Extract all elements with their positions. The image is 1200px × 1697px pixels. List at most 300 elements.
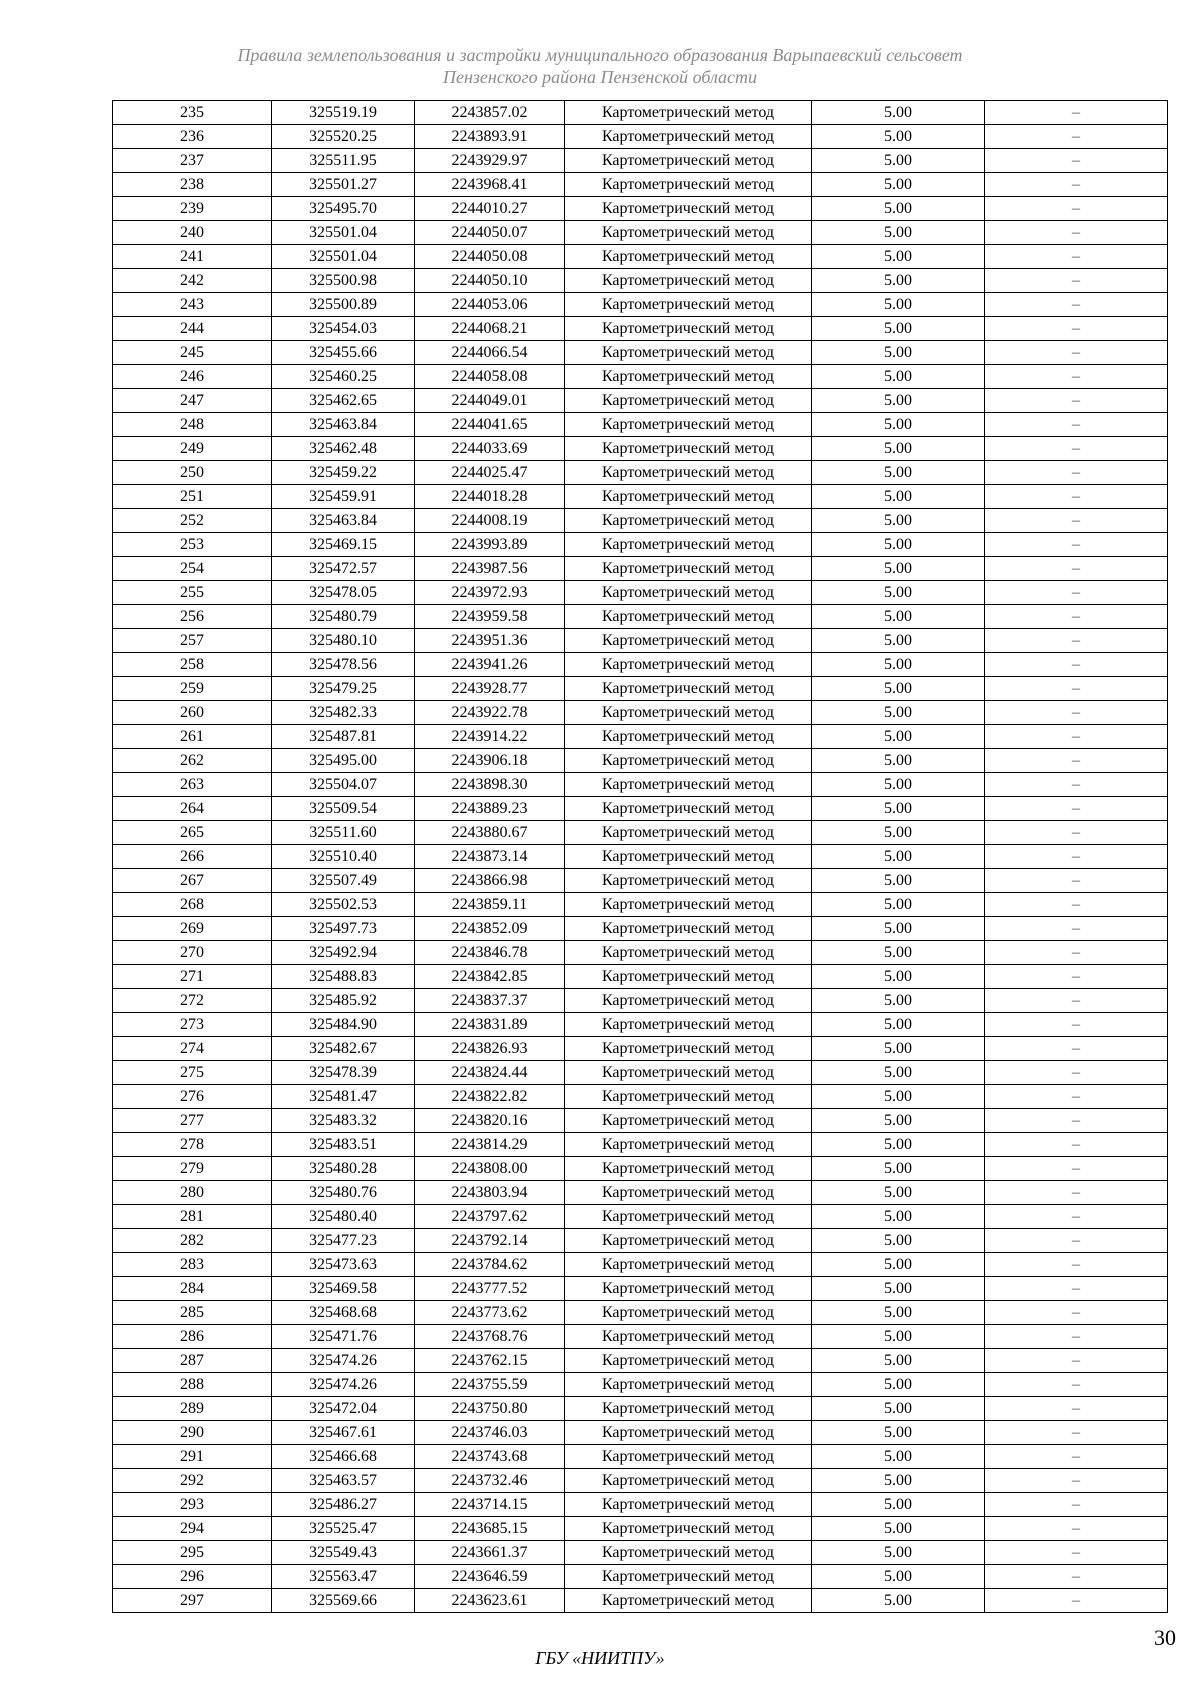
accuracy-cell: 5.00	[812, 1109, 985, 1133]
table-row	[113, 1421, 1168, 1445]
x-coordinate-cell: 325463.84	[272, 509, 415, 533]
method-cell: Картометрический метод	[565, 341, 812, 365]
note-cell: –	[985, 1469, 1168, 1493]
x-coordinate-cell: 325495.00	[272, 749, 415, 773]
note-cell: –	[985, 917, 1168, 941]
accuracy-cell: 5.00	[812, 1181, 985, 1205]
x-coordinate-cell: 325474.26	[272, 1349, 415, 1373]
x-coordinate-cell: 325482.33	[272, 701, 415, 725]
x-coordinate-cell: 325478.39	[272, 1061, 415, 1085]
accuracy-cell: 5.00	[812, 365, 985, 389]
note-cell: –	[985, 653, 1168, 677]
method-cell: Картометрический метод	[565, 1133, 812, 1157]
method-cell: Картометрический метод	[565, 1541, 812, 1565]
method-cell: Картометрический метод	[565, 557, 812, 581]
accuracy-cell: 5.00	[812, 1277, 985, 1301]
x-coordinate-cell: 325488.83	[272, 965, 415, 989]
accuracy-cell: 5.00	[812, 821, 985, 845]
method-cell: Картометрический метод	[565, 1565, 812, 1589]
y-coordinate-cell: 2243941.26	[415, 653, 565, 677]
x-coordinate-cell: 325479.25	[272, 677, 415, 701]
note-cell: –	[985, 485, 1168, 509]
point-number-cell: 245	[113, 341, 272, 365]
note-cell: –	[985, 629, 1168, 653]
accuracy-cell: 5.00	[812, 533, 985, 557]
point-number-cell: 259	[113, 677, 272, 701]
y-coordinate-cell: 2243987.56	[415, 557, 565, 581]
point-number-cell: 266	[113, 845, 272, 869]
coordinates-table-body	[113, 101, 1168, 1613]
x-coordinate-cell: 325482.67	[272, 1037, 415, 1061]
note-cell: –	[985, 1517, 1168, 1541]
table-row	[113, 1253, 1168, 1277]
x-coordinate-cell: 325469.15	[272, 533, 415, 557]
table-row	[113, 821, 1168, 845]
note-cell: –	[985, 437, 1168, 461]
method-cell: Картометрический метод	[565, 1589, 812, 1613]
method-cell: Картометрический метод	[565, 1157, 812, 1181]
table-row	[113, 1565, 1168, 1589]
y-coordinate-cell: 2243661.37	[415, 1541, 565, 1565]
document-footer: ГБУ «НИИТПУ»	[535, 1648, 665, 1668]
point-number-cell: 252	[113, 509, 272, 533]
y-coordinate-cell: 2243889.23	[415, 797, 565, 821]
table-row	[113, 605, 1168, 629]
y-coordinate-cell: 2243914.22	[415, 725, 565, 749]
point-number-cell: 237	[113, 149, 272, 173]
table-row	[113, 677, 1168, 701]
x-coordinate-cell: 325480.40	[272, 1205, 415, 1229]
method-cell: Картометрический метод	[565, 1109, 812, 1133]
y-coordinate-cell: 2243623.61	[415, 1589, 565, 1613]
point-number-cell: 241	[113, 245, 272, 269]
table-row	[113, 317, 1168, 341]
y-coordinate-cell: 2243814.29	[415, 1133, 565, 1157]
point-number-cell: 247	[113, 389, 272, 413]
x-coordinate-cell: 325492.94	[272, 941, 415, 965]
y-coordinate-cell: 2243929.97	[415, 149, 565, 173]
note-cell: –	[985, 1013, 1168, 1037]
method-cell: Картометрический метод	[565, 1445, 812, 1469]
note-cell: –	[985, 989, 1168, 1013]
table-row	[113, 1349, 1168, 1373]
x-coordinate-cell: 325463.57	[272, 1469, 415, 1493]
point-number-cell: 294	[113, 1517, 272, 1541]
table-row	[113, 989, 1168, 1013]
point-number-cell: 249	[113, 437, 272, 461]
point-number-cell: 240	[113, 221, 272, 245]
y-coordinate-cell: 2244050.10	[415, 269, 565, 293]
point-number-cell: 275	[113, 1061, 272, 1085]
method-cell: Картометрический метод	[565, 653, 812, 677]
method-cell: Картометрический метод	[565, 581, 812, 605]
point-number-cell: 254	[113, 557, 272, 581]
point-number-cell: 265	[113, 821, 272, 845]
note-cell: –	[985, 677, 1168, 701]
note-cell: –	[985, 557, 1168, 581]
x-coordinate-cell: 325569.66	[272, 1589, 415, 1613]
method-cell: Картометрический метод	[565, 965, 812, 989]
x-coordinate-cell: 325501.27	[272, 173, 415, 197]
method-cell: Картометрический метод	[565, 1349, 812, 1373]
point-number-cell: 243	[113, 293, 272, 317]
y-coordinate-cell: 2244068.21	[415, 317, 565, 341]
point-number-cell: 288	[113, 1373, 272, 1397]
y-coordinate-cell: 2243959.58	[415, 605, 565, 629]
method-cell: Картометрический метод	[565, 1517, 812, 1541]
note-cell: –	[985, 1061, 1168, 1085]
method-cell: Картометрический метод	[565, 533, 812, 557]
table-row	[113, 293, 1168, 317]
y-coordinate-cell: 2244008.19	[415, 509, 565, 533]
accuracy-cell: 5.00	[812, 1301, 985, 1325]
table-row	[113, 1517, 1168, 1541]
note-cell: –	[985, 725, 1168, 749]
accuracy-cell: 5.00	[812, 1253, 985, 1277]
x-coordinate-cell: 325497.73	[272, 917, 415, 941]
y-coordinate-cell: 2243873.14	[415, 845, 565, 869]
accuracy-cell: 5.00	[812, 1373, 985, 1397]
y-coordinate-cell: 2243746.03	[415, 1421, 565, 1445]
accuracy-cell: 5.00	[812, 101, 985, 125]
point-number-cell: 269	[113, 917, 272, 941]
point-number-cell: 256	[113, 605, 272, 629]
table-row	[113, 365, 1168, 389]
accuracy-cell: 5.00	[812, 557, 985, 581]
table-row	[113, 557, 1168, 581]
accuracy-cell: 5.00	[812, 293, 985, 317]
x-coordinate-cell: 325469.58	[272, 1277, 415, 1301]
method-cell: Картометрический метод	[565, 941, 812, 965]
method-cell: Картометрический метод	[565, 1085, 812, 1109]
accuracy-cell: 5.00	[812, 221, 985, 245]
note-cell: –	[985, 1445, 1168, 1469]
note-cell: –	[985, 1085, 1168, 1109]
y-coordinate-cell: 2243773.62	[415, 1301, 565, 1325]
table-row	[113, 1061, 1168, 1085]
accuracy-cell: 5.00	[812, 869, 985, 893]
method-cell: Картометрический метод	[565, 269, 812, 293]
accuracy-cell: 5.00	[812, 1397, 985, 1421]
note-cell: –	[985, 1325, 1168, 1349]
x-coordinate-cell: 325511.95	[272, 149, 415, 173]
point-number-cell: 297	[113, 1589, 272, 1613]
method-cell: Картометрический метод	[565, 317, 812, 341]
table-row	[113, 533, 1168, 557]
table-row	[113, 1205, 1168, 1229]
table-row	[113, 245, 1168, 269]
y-coordinate-cell: 2243685.15	[415, 1517, 565, 1541]
accuracy-cell: 5.00	[812, 1229, 985, 1253]
method-cell: Картометрический метод	[565, 101, 812, 125]
note-cell: –	[985, 1301, 1168, 1325]
note-cell: –	[985, 1373, 1168, 1397]
x-coordinate-cell: 325460.25	[272, 365, 415, 389]
accuracy-cell: 5.00	[812, 437, 985, 461]
x-coordinate-cell: 325487.81	[272, 725, 415, 749]
y-coordinate-cell: 2243762.15	[415, 1349, 565, 1373]
note-cell: –	[985, 173, 1168, 197]
accuracy-cell: 5.00	[812, 1349, 985, 1373]
method-cell: Картометрический метод	[565, 221, 812, 245]
accuracy-cell: 5.00	[812, 653, 985, 677]
x-coordinate-cell: 325462.48	[272, 437, 415, 461]
x-coordinate-cell: 325563.47	[272, 1565, 415, 1589]
method-cell: Картометрический метод	[565, 1253, 812, 1277]
header-line-2: Пензенского района Пензенской области	[442, 67, 758, 87]
y-coordinate-cell: 2243755.59	[415, 1373, 565, 1397]
x-coordinate-cell: 325472.57	[272, 557, 415, 581]
x-coordinate-cell: 325485.92	[272, 989, 415, 1013]
point-number-cell: 267	[113, 869, 272, 893]
table-row	[113, 1589, 1168, 1613]
x-coordinate-cell: 325480.76	[272, 1181, 415, 1205]
point-number-cell: 239	[113, 197, 272, 221]
table-row	[113, 941, 1168, 965]
point-number-cell: 293	[113, 1493, 272, 1517]
x-coordinate-cell: 325473.63	[272, 1253, 415, 1277]
x-coordinate-cell: 325462.65	[272, 389, 415, 413]
method-cell: Картометрический метод	[565, 413, 812, 437]
method-cell: Картометрический метод	[565, 821, 812, 845]
method-cell: Картометрический метод	[565, 845, 812, 869]
x-coordinate-cell: 325520.25	[272, 125, 415, 149]
accuracy-cell: 5.00	[812, 1445, 985, 1469]
table-row	[113, 773, 1168, 797]
table-row	[113, 653, 1168, 677]
point-number-cell: 281	[113, 1205, 272, 1229]
accuracy-cell: 5.00	[812, 845, 985, 869]
y-coordinate-cell: 2243993.89	[415, 533, 565, 557]
method-cell: Картометрический метод	[565, 1061, 812, 1085]
point-number-cell: 289	[113, 1397, 272, 1421]
accuracy-cell: 5.00	[812, 773, 985, 797]
method-cell: Картометрический метод	[565, 989, 812, 1013]
table-row	[113, 461, 1168, 485]
accuracy-cell: 5.00	[812, 389, 985, 413]
accuracy-cell: 5.00	[812, 485, 985, 509]
note-cell: –	[985, 965, 1168, 989]
method-cell: Картометрический метод	[565, 749, 812, 773]
document-header	[0, 44, 1200, 88]
point-number-cell: 253	[113, 533, 272, 557]
note-cell: –	[985, 749, 1168, 773]
table-row	[113, 1013, 1168, 1037]
table-row	[113, 1445, 1168, 1469]
table-row	[113, 869, 1168, 893]
accuracy-cell: 5.00	[812, 1541, 985, 1565]
table-row	[113, 1325, 1168, 1349]
x-coordinate-cell: 325454.03	[272, 317, 415, 341]
y-coordinate-cell: 2243824.44	[415, 1061, 565, 1085]
y-coordinate-cell: 2243842.85	[415, 965, 565, 989]
accuracy-cell: 5.00	[812, 725, 985, 749]
note-cell: –	[985, 845, 1168, 869]
table-row	[113, 1181, 1168, 1205]
x-coordinate-cell: 325504.07	[272, 773, 415, 797]
point-number-cell: 279	[113, 1157, 272, 1181]
point-number-cell: 291	[113, 1445, 272, 1469]
point-number-cell: 284	[113, 1277, 272, 1301]
accuracy-cell: 5.00	[812, 941, 985, 965]
x-coordinate-cell: 325459.22	[272, 461, 415, 485]
accuracy-cell: 5.00	[812, 965, 985, 989]
accuracy-cell: 5.00	[812, 605, 985, 629]
point-number-cell: 283	[113, 1253, 272, 1277]
note-cell: –	[985, 245, 1168, 269]
x-coordinate-cell: 325481.47	[272, 1085, 415, 1109]
accuracy-cell: 5.00	[812, 1469, 985, 1493]
table-row	[113, 149, 1168, 173]
method-cell: Картометрический метод	[565, 245, 812, 269]
method-cell: Картометрический метод	[565, 125, 812, 149]
point-number-cell: 235	[113, 101, 272, 125]
table-row	[113, 1085, 1168, 1109]
point-number-cell: 258	[113, 653, 272, 677]
note-cell: –	[985, 1109, 1168, 1133]
method-cell: Картометрический метод	[565, 485, 812, 509]
note-cell: –	[985, 773, 1168, 797]
table-row	[113, 965, 1168, 989]
x-coordinate-cell: 325525.47	[272, 1517, 415, 1541]
note-cell: –	[985, 293, 1168, 317]
point-number-cell: 246	[113, 365, 272, 389]
table-row	[113, 1541, 1168, 1565]
x-coordinate-cell: 325468.68	[272, 1301, 415, 1325]
note-cell: –	[985, 701, 1168, 725]
x-coordinate-cell: 325549.43	[272, 1541, 415, 1565]
table-row	[113, 749, 1168, 773]
table-row	[113, 1157, 1168, 1181]
accuracy-cell: 5.00	[812, 1133, 985, 1157]
note-cell: –	[985, 533, 1168, 557]
y-coordinate-cell: 2244010.27	[415, 197, 565, 221]
accuracy-cell: 5.00	[812, 413, 985, 437]
table-row	[113, 485, 1168, 509]
note-cell: –	[985, 581, 1168, 605]
x-coordinate-cell: 325471.76	[272, 1325, 415, 1349]
accuracy-cell: 5.00	[812, 917, 985, 941]
method-cell: Картометрический метод	[565, 461, 812, 485]
method-cell: Картометрический метод	[565, 197, 812, 221]
note-cell: –	[985, 605, 1168, 629]
note-cell: –	[985, 461, 1168, 485]
y-coordinate-cell: 2243768.76	[415, 1325, 565, 1349]
y-coordinate-cell: 2243822.82	[415, 1085, 565, 1109]
accuracy-cell: 5.00	[812, 1157, 985, 1181]
table-row	[113, 629, 1168, 653]
point-number-cell: 236	[113, 125, 272, 149]
method-cell: Картометрический метод	[565, 1229, 812, 1253]
y-coordinate-cell: 2243831.89	[415, 1013, 565, 1037]
point-number-cell: 268	[113, 893, 272, 917]
accuracy-cell: 5.00	[812, 1589, 985, 1613]
accuracy-cell: 5.00	[812, 173, 985, 197]
y-coordinate-cell: 2244050.08	[415, 245, 565, 269]
table-row	[113, 893, 1168, 917]
table-row	[113, 725, 1168, 749]
y-coordinate-cell: 2243880.67	[415, 821, 565, 845]
point-number-cell: 257	[113, 629, 272, 653]
method-cell: Картометрический метод	[565, 1373, 812, 1397]
table-row	[113, 197, 1168, 221]
accuracy-cell: 5.00	[812, 269, 985, 293]
method-cell: Картометрический метод	[565, 1493, 812, 1517]
accuracy-cell: 5.00	[812, 341, 985, 365]
note-cell: –	[985, 317, 1168, 341]
accuracy-cell: 5.00	[812, 461, 985, 485]
note-cell: –	[985, 509, 1168, 533]
method-cell: Картометрический метод	[565, 1181, 812, 1205]
x-coordinate-cell: 325459.91	[272, 485, 415, 509]
note-cell: –	[985, 869, 1168, 893]
accuracy-cell: 5.00	[812, 197, 985, 221]
table-row	[113, 1397, 1168, 1421]
x-coordinate-cell: 325486.27	[272, 1493, 415, 1517]
point-number-cell: 271	[113, 965, 272, 989]
point-number-cell: 290	[113, 1421, 272, 1445]
note-cell: –	[985, 1421, 1168, 1445]
x-coordinate-cell: 325483.51	[272, 1133, 415, 1157]
y-coordinate-cell: 2243837.37	[415, 989, 565, 1013]
method-cell: Картометрический метод	[565, 437, 812, 461]
note-cell: –	[985, 269, 1168, 293]
table-row	[113, 389, 1168, 413]
table-row	[113, 845, 1168, 869]
x-coordinate-cell: 325455.66	[272, 341, 415, 365]
note-cell: –	[985, 821, 1168, 845]
note-cell: –	[985, 1541, 1168, 1565]
x-coordinate-cell: 325519.19	[272, 101, 415, 125]
y-coordinate-cell: 2243852.09	[415, 917, 565, 941]
note-cell: –	[985, 101, 1168, 125]
method-cell: Картометрический метод	[565, 293, 812, 317]
method-cell: Картометрический метод	[565, 149, 812, 173]
note-cell: –	[985, 341, 1168, 365]
y-coordinate-cell: 2244049.01	[415, 389, 565, 413]
point-number-cell: 274	[113, 1037, 272, 1061]
point-number-cell: 280	[113, 1181, 272, 1205]
table-row	[113, 125, 1168, 149]
coordinates-table	[112, 100, 1168, 1613]
point-number-cell: 238	[113, 173, 272, 197]
table-row	[113, 1373, 1168, 1397]
y-coordinate-cell: 2244058.08	[415, 365, 565, 389]
y-coordinate-cell: 2243898.30	[415, 773, 565, 797]
note-cell: –	[985, 1349, 1168, 1373]
x-coordinate-cell: 325507.49	[272, 869, 415, 893]
note-cell: –	[985, 1565, 1168, 1589]
accuracy-cell: 5.00	[812, 749, 985, 773]
method-cell: Картометрический метод	[565, 1037, 812, 1061]
y-coordinate-cell: 2243906.18	[415, 749, 565, 773]
accuracy-cell: 5.00	[812, 1421, 985, 1445]
x-coordinate-cell: 325500.98	[272, 269, 415, 293]
table-row	[113, 701, 1168, 725]
point-number-cell: 273	[113, 1013, 272, 1037]
x-coordinate-cell: 325480.10	[272, 629, 415, 653]
point-number-cell: 285	[113, 1301, 272, 1325]
x-coordinate-cell: 325484.90	[272, 1013, 415, 1037]
method-cell: Картометрический метод	[565, 1301, 812, 1325]
accuracy-cell: 5.00	[812, 629, 985, 653]
accuracy-cell: 5.00	[812, 245, 985, 269]
page-number: 30	[1154, 1625, 1176, 1650]
y-coordinate-cell: 2243750.80	[415, 1397, 565, 1421]
y-coordinate-cell: 2243803.94	[415, 1181, 565, 1205]
x-coordinate-cell: 325480.28	[272, 1157, 415, 1181]
point-number-cell: 292	[113, 1469, 272, 1493]
